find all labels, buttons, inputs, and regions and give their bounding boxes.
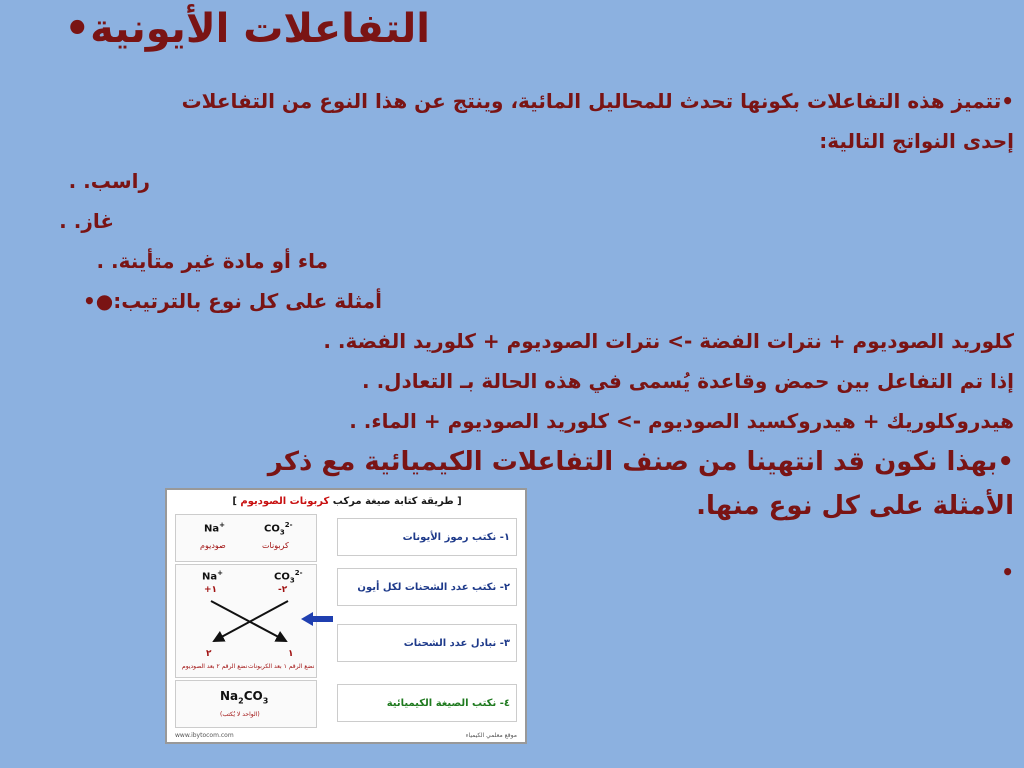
intro-line-1: •تتميز هذه التفاعلات بكونها تحدث للمحاليل المائية، وينتج عن هذا النوع من التفاعلات	[181, 89, 1014, 113]
figure-title-brand: كربونات الصوديوم	[240, 496, 330, 507]
charge-carbonate: -٢	[278, 585, 288, 595]
figure-title-suffix: ]	[232, 496, 241, 507]
step1-label: ١- نكتب رموز الأيونات	[337, 518, 517, 556]
example-water: هيدروكلوريك + هيدروكسيد الصوديوم -> كلوريد الصوديوم + الماء. .	[349, 409, 1014, 433]
label-carbonate: كربونات	[262, 541, 289, 550]
figure-footer-url: www.ibytocom.com	[175, 732, 234, 739]
examples-heading: أمثلة على كل نوع بالترتيب:●•	[82, 289, 382, 313]
step2-3-swap-box	[175, 564, 317, 678]
label-sodium: صوديوم	[200, 541, 226, 550]
conclusion-line-1: •بهذا نكون قد انتهينا من صنف التفاعلات الكيميائية مع ذكر	[267, 447, 1014, 477]
figure-title-prefix: [ طريقة كتابة صيغة مركب	[329, 496, 462, 507]
cross-arrows	[206, 597, 296, 647]
formula-note: (الواحد لا يُكتب)	[220, 711, 260, 718]
slide-title: التفاعلات الأيونية•	[64, 6, 430, 52]
swap-note-sodium: نضع الرقم ٢ بعد الصوديوم	[182, 663, 248, 670]
product-gas: غاز. .	[59, 209, 114, 233]
swap-note-carbonate: نضع الرقم ١ بعد الكربونات	[248, 663, 315, 670]
swapped-carbonate: ١	[288, 649, 294, 659]
step4-label: ٤- نكتب الصيغة الكيميائية	[337, 684, 517, 722]
sodium-carbonate-formula-figure	[165, 488, 527, 744]
product-precipitate: راسب. .	[68, 169, 150, 193]
step1-ions-box	[175, 514, 317, 562]
arrow-icon	[301, 612, 333, 626]
charge-sodium: +١	[204, 585, 218, 595]
product-water: ماء أو مادة غير متأينة. .	[96, 249, 328, 273]
formula-sodium-carbonate: $Na_2CO_3$	[220, 689, 269, 706]
example-precipitate: كلوريد الصوديوم + نترات الفضة -> نترات الصوديوم + كلوريد الفضة. .	[323, 329, 1014, 353]
figure-title	[227, 494, 467, 510]
swapped-sodium: ٢	[206, 649, 212, 659]
conclusion-line-2: الأمثلة على كل نوع منها.	[696, 491, 1014, 521]
figure-footer-credit: موقع معلمي الكيمياء	[465, 732, 517, 739]
example-neutralization: إذا تم التفاعل بين حمض وقاعدة يُسمى في هذه الحالة بـ التعادل. .	[362, 369, 1014, 393]
ion-carbonate: $CO_3^{2-}$	[264, 521, 293, 537]
step3-label: ٣- نبادل عدد الشحنات	[337, 624, 517, 662]
swap-ion-sodium: Na+	[202, 569, 223, 583]
step4-formula-box	[175, 680, 317, 728]
step2-label: ٢- نكتب عدد الشحنات لكل أيون	[337, 568, 517, 606]
ion-sodium: Na+	[204, 521, 225, 535]
trailing-bullet: •	[1001, 560, 1014, 584]
swap-ion-carbonate: $CO_3^{2-}$	[274, 569, 303, 585]
intro-line-2: إحدى النواتج التالية:	[819, 129, 1014, 153]
